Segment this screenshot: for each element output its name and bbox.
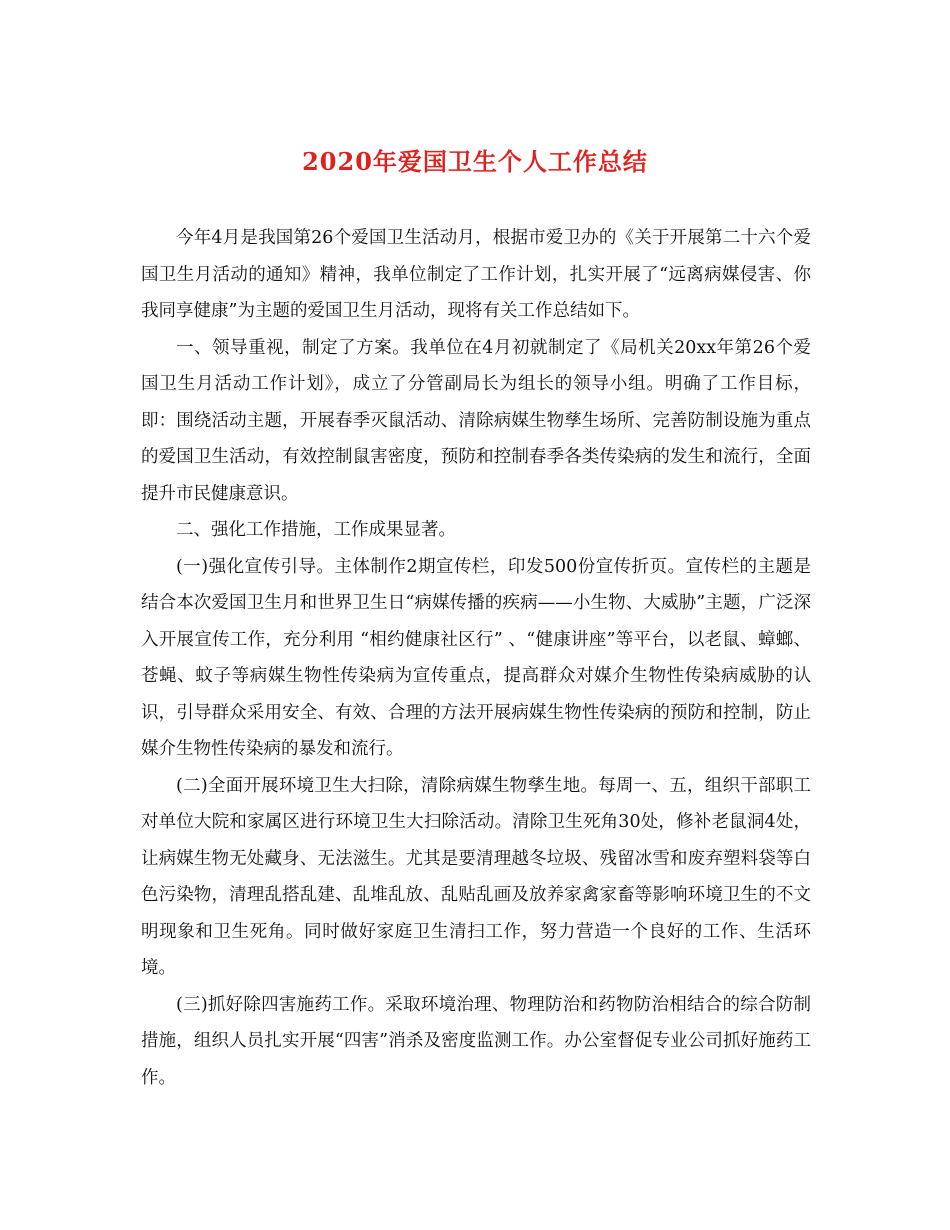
paragraph-subsection-2: (二)全面开展环境卫生大扫除，清除病媒生物孳生地。每周一、五，组织干部职工对单位大院和家属区进行环境卫生大扫除活动。清除卫生死角30处，修补老鼠洞4处，让病媒生物无处藏身、无法滋生。尤其是要清理越冬垃圾、残留冰雪和废弃塑料袋等白色污染物，清理乱搭乱建、乱堆乱放、乱贴乱画及放养家禽家畜等影响环境卫生的不文明现象和卫生死角。同时做好家庭卫生清扫工作，努力营造一个良好的工作、生活环境。	[141, 775, 811, 978]
document-body	[141, 220, 811, 1096]
document-title: 2020年爱国卫生个人工作总结	[302, 147, 648, 176]
paragraph-section-2-heading: 二、强化工作措施，工作成果显著。	[176, 520, 456, 540]
paragraph-section-1: 一、领导重视，制定了方案。我单位在4月初就制定了《局机关20xx年第26个爱国卫生月活动工作计划》，成立了分管副局长为组长的领导小组。明确了工作目标，即：围绕活动主题，开展春季灭鼠活动、清除病媒生物孳生场所、完善防制设施为重点的爱国卫生活动，有效控制鼠害密度，预防和控制春季各类传染病的发生和流行，全面提升市民健康意识。	[141, 337, 811, 504]
paragraph-subsection-3: (三)抓好除四害施药工作。采取环境治理、物理防治和药物防治相结合的综合防制措施，组织人员扎实开展“四害”消杀及密度监测工作。办公室督促专业公司抓好施药工作。	[141, 994, 811, 1088]
paragraph-subsection-1: (一)强化宣传引导。主体制作2期宣传栏，印发500份宣传折页。宣传栏的主题是结合本次爱国卫生月和世界卫生日“病媒传播的疾病——小生物、大威胁”主题，广泛深入开展宣传工作，充分利用 “相约健康社区行” 、“健康讲座”等平台，以老鼠、蟑螂、苍蝇、蚊子等病媒生物性传染病为宣传重点，提高群众对媒介生物性传染病威胁的认识，引导群众采用安全、有效、合理的方法开展病媒生物性传染病的预防和控制，防止媒介生物性传染病的暴发和流行。	[141, 556, 811, 759]
paragraph-intro: 今年4月是我国第26个爱国卫生活动月，根据市爱卫办的《关于开展第二十六个爱国卫生月活动的通知》精神，我单位制定了工作计划，扎实开展了“远离病媒侵害、你我同享健康”为主题的爱国卫生月活动，现将有关工作总结如下。	[141, 228, 811, 321]
